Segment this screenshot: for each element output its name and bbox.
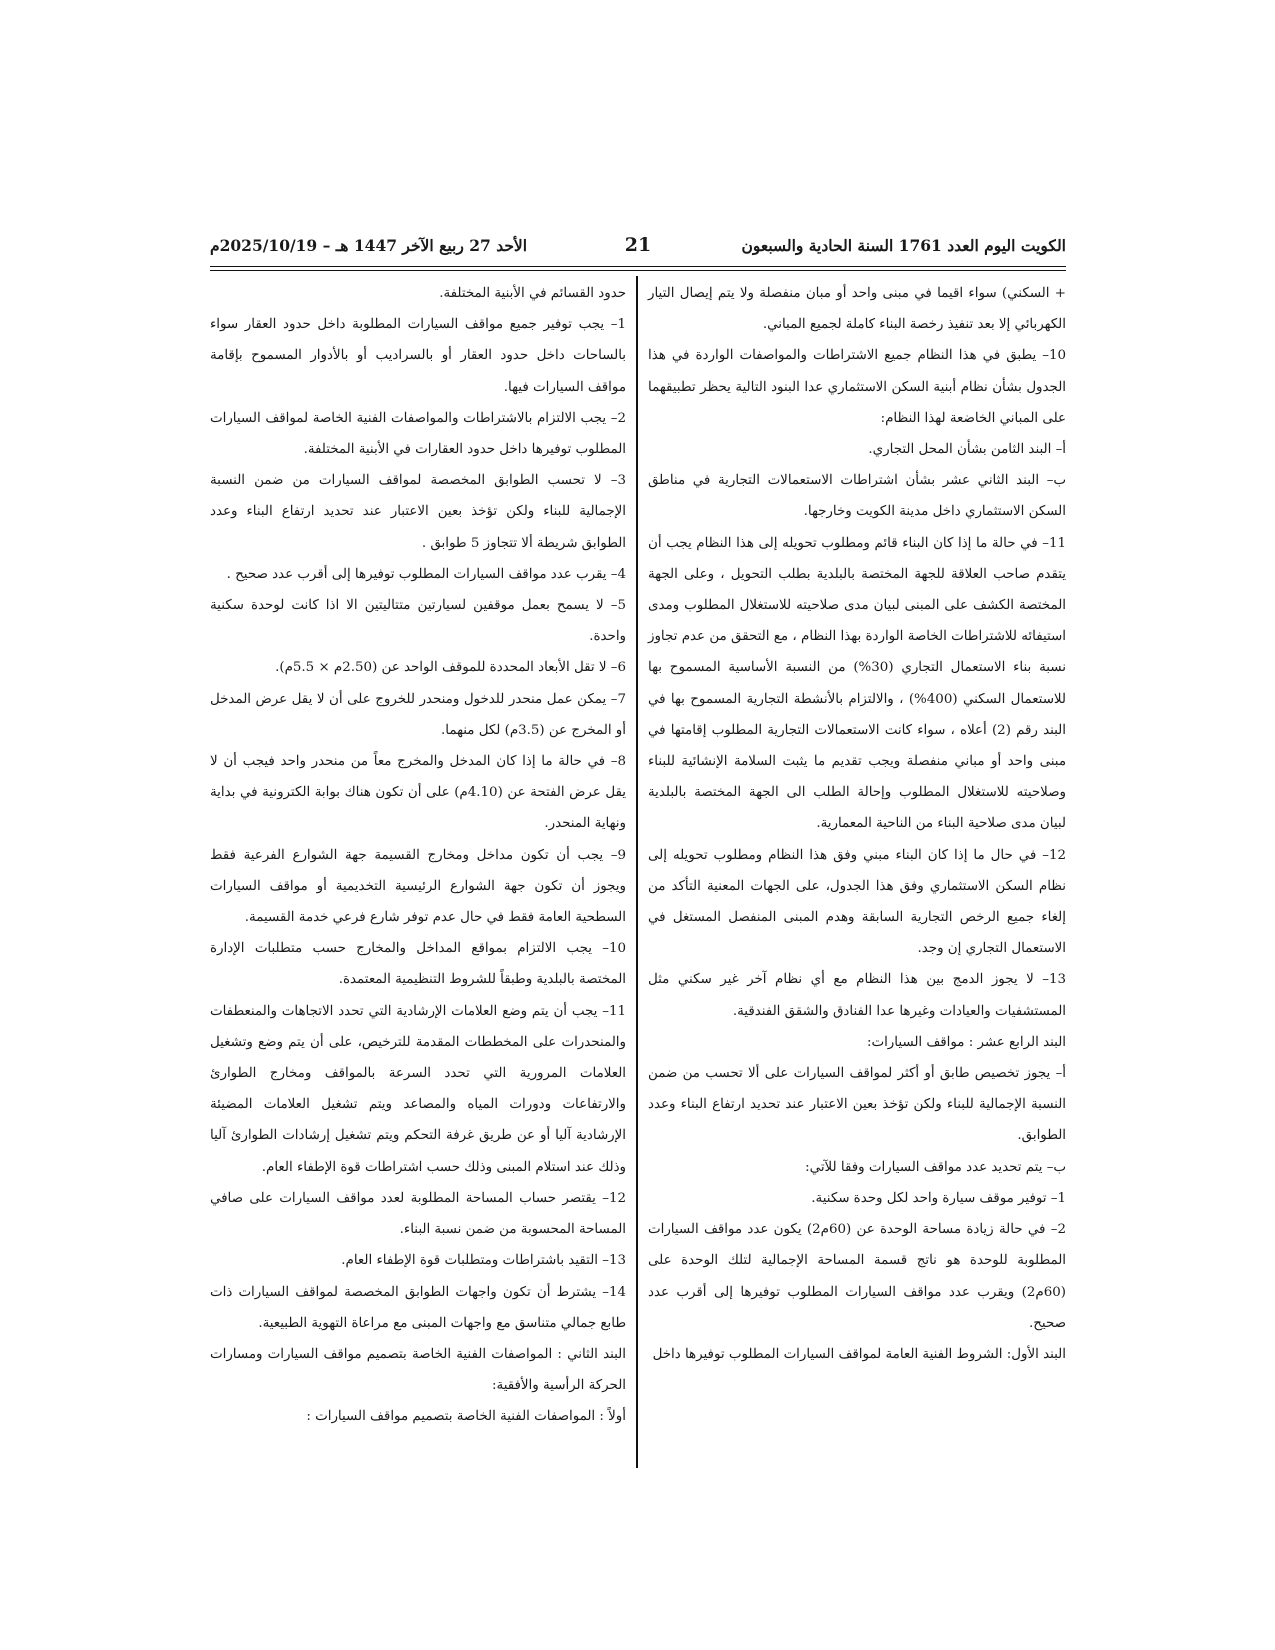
paragraph: 13– التقيد باشتراطات ومتطلبات قوة الإطفاء العام. (341, 1253, 626, 1269)
page-number: 21 (624, 234, 652, 256)
paragraph: حدود القسائم في الأبنية المختلفة. (439, 286, 626, 301)
issue-date: الأحد 27 ربيع الآخر 1447 هـ – 2025/10/19م (210, 236, 528, 255)
paragraph: + السكني) سواء اقيما في مبنى واحد أو مبان منفصلة ولا يتم إيصال التيار الكهربائي إلا بعد تنفيذ رخصة البناء كاملة لجميع المباني. (648, 286, 1066, 333)
right-column (648, 278, 1066, 1370)
section-heading: البند الثاني : المواصفات الفنية الخاصة بتصميم مواقف السيارات ومسارات الحركة الرأسية والأفقية: (210, 1346, 626, 1394)
paragraph: 13– لا يجوز الدمج بين هذا النظام مع أي نظام آخر غير سكني مثل المستشفيات والعيادات وغيرها عدا الفنادق والشقق الفندقية. (648, 972, 1066, 1019)
section-heading: البند الأول: الشروط الفنية العامة لمواقف السيارات المطلوب توفيرها داخل (652, 1346, 1066, 1362)
header-rule-top (210, 266, 1066, 267)
paragraph: 11– يجب أن يتم وضع العلامات الإرشادية التي تحدد الاتجاهات والمنعطفات والمنحدرات على المخططات المقدمة للترخيص، على أن يتم وضع وتشغيل العلامات المرورية التي تحدد السرعة بالمواقف ومخارج الطوارئ والارتفاعات ودورات المياه والمصاعد ويتم تشغيل العلامات المضيئة الإرشادية آليا أو عن طريق غرفة التحكم ويتم تشغيل إرشادات الطوارئ آليا وذلك عند استلام المبنى وذلك حسب اشتراطات قوة الإطفاء العام. (210, 1003, 626, 1175)
paragraph: 4– يقرب عدد مواقف السيارات المطلوب توفيرها إلى أقرب عدد صحيح . (226, 566, 626, 582)
paragraph: 12– في حال ما إذا كان البناء مبني وفق هذا النظام ومطلوب تحويله إلى نظام السكن الاستثماري وفق هذا الجدول، على الجهات المعنية التأكد من إلغاء جميع الرخص التجارية السابقة وهدم المبنى المنفصل المستغل في الاستعمال التجاري إن وجد. (648, 847, 1066, 957)
paragraph: 8– في حالة ما إذا كان المدخل والمخرج معاً من منحدر واحد فيجب أن لا يقل عرض الفتحة عن (4.10م) على أن تكون هناك بوابة الكترونية في بداية ونهاية المنحدر. (210, 754, 626, 832)
section-heading: البند الرابع عشر : مواقف السيارات: (866, 1034, 1066, 1050)
paragraph: 7– يمكن عمل منحدر للدخول ومنحدر للخروج على أن لا يقل عرض المدخل أو المخرج عن (3.5م) لكل منهما. (210, 691, 626, 738)
paragraph: 12– يقتصر حساب المساحة المطلوبة لعدد مواقف السيارات على صافي المساحة المحسوبة من ضمن نسبة البناء. (210, 1190, 626, 1238)
header-rule-bottom (210, 270, 1066, 271)
paragraph: 1– يجب توفير جميع مواقف السيارات المطلوبة داخل حدود العقار سواء بالساحات داخل حدود العقار أو بالسراديب أو بالأدوار المسموح بإقامة مواقف السيارات فيها. (210, 317, 626, 395)
paragraph: 6– لا تقل الأبعاد المحددة للموقف الواحد عن (2.50م × 5.5م). (275, 660, 626, 676)
paragraph: 9– يجب أن تكون مداخل ومخارج القسيمة جهة الشوارع الفرعية فقط ويجوز أن تكون جهة الشوارع الرئيسية التخديمية أو مواقف السيارات السطحية العامة فقط في حال عدم توفر شارع فرعي خدمة القسيمة. (210, 847, 626, 926)
column-divider (636, 276, 638, 1468)
paragraph: 11– في حالة ما إذا كان البناء قائم ومطلوب تحويله إلى هذا النظام يجب أن يتقدم صاحب العلاقة للجهة المختصة بالبلدية بطلب التحويل ، وعلى الجهة المختصة الكشف على المبنى لبيان مدى صلاحيته للاستغلال المطلوب ومدى استيفائه للاشتراطات الخاصة الواردة بهذا النظام ، مع التحقق من عدم تجاوز نسبة بناء الاستعمال التجاري (30%) من النسبة الأساسية المسموح بها للاستعمال السكني (400%) ، والالتزام بالأنشطة التجارية المسموح بها في البند رقم (2) أعلاه ، سواء كانت الاستعمالات التجارية المطلوب إقامتها في مبنى واحد أو مباني منفصلة ويجب تقديم ما يثبت السلامة الإنشائية للبناء وصلاحيته للاستغلال المطلوب وإحالة الطلب الى الجهة المختصة بالبلدية لبيان مدى صلاحية البناء من الناحية المعمارية. (648, 535, 1066, 832)
paragraph: 14– يشترط أن تكون واجهات الطوابق المخصصة لمواقف السيارات ذات طابع جمالي متناسق مع واجهات المبنى مع مراعاة التهوية الطبيعية. (210, 1284, 626, 1331)
section-heading: أولاً : المواصفات الفنية الخاصة بتصميم مواقف السيارات : (306, 1409, 626, 1425)
paragraph: 1– توفير موقف سيارة واحد لكل وحدة سكنية. (811, 1190, 1066, 1206)
left-column (210, 278, 626, 1433)
paragraph: 2– يجب الالتزام بالاشتراطات والمواصفات الفنية الخاصة لمواقف السيارات المطلوب توفيرها داخل حدود العقارات في الأبنية المختلفة. (210, 410, 626, 458)
gazette-issue-title: الكويت اليوم العدد 1761 السنة الحادية والسبعون (741, 236, 1066, 255)
paragraph: 3– لا تحسب الطوابق المخصصة لمواقف السيارات من ضمن النسبة الإجمالية للبناء ولكن تؤخذ بعين الاعتبار عند تحديد ارتفاع البناء وعدد الطوابق شريطة ألا تتجاوز 5 طوابق . (210, 473, 626, 551)
paragraph: أ– البند الثامن بشأن المحل التجاري. (868, 442, 1066, 458)
paragraph: ب– يتم تحديد عدد مواقف السيارات وفقا للآتي: (805, 1159, 1066, 1175)
paragraph: 2– في حالة زيادة مساحة الوحدة عن (60م2) يكون عدد مواقف السيارات المطلوبة للوحدة هو ناتج قسمة المساحة الإجمالية لتلك الوحدة على (60م2) ويقرب عدد مواقف السيارات المطلوب توفيرها إلى أقرب عدد صحيح. (648, 1222, 1066, 1331)
paragraph: 10– يطبق في هذا النظام جميع الاشتراطات والمواصفات الواردة في هذا الجدول بشأن نظام أبنية السكن الاستثماري عدا البنود التالية يحظر تطبيقهما على المباني الخاضعة لهذا النظام: (648, 348, 1066, 426)
paragraph: أ– يجوز تخصيص طابق أو أكثر لمواقف السيارات على ألا تحسب من ضمن النسبة الإجمالية للبناء ولكن تؤخذ بعين الاعتبار عند تحديد ارتفاع البناء وعدد الطوابق. (648, 1066, 1066, 1144)
paragraph: 5– لا يسمح بعمل موقفين لسيارتين متتاليتين الا اذا كانت لوحدة سكنية واحدة. (210, 598, 626, 645)
page-header (210, 236, 1066, 264)
paragraph: 10– يجب الالتزام بمواقع المداخل والمخارج حسب متطلبات الإدارة المختصة بالبلدية وطبقاً للشروط التنظيمية المعتمدة. (210, 941, 626, 988)
paragraph: ب– البند الثاني عشر بشأن اشتراطات الاستعمالات التجارية في مناطق السكن الاستثماري داخل مدينة الكويت وخارجها. (648, 473, 1066, 520)
